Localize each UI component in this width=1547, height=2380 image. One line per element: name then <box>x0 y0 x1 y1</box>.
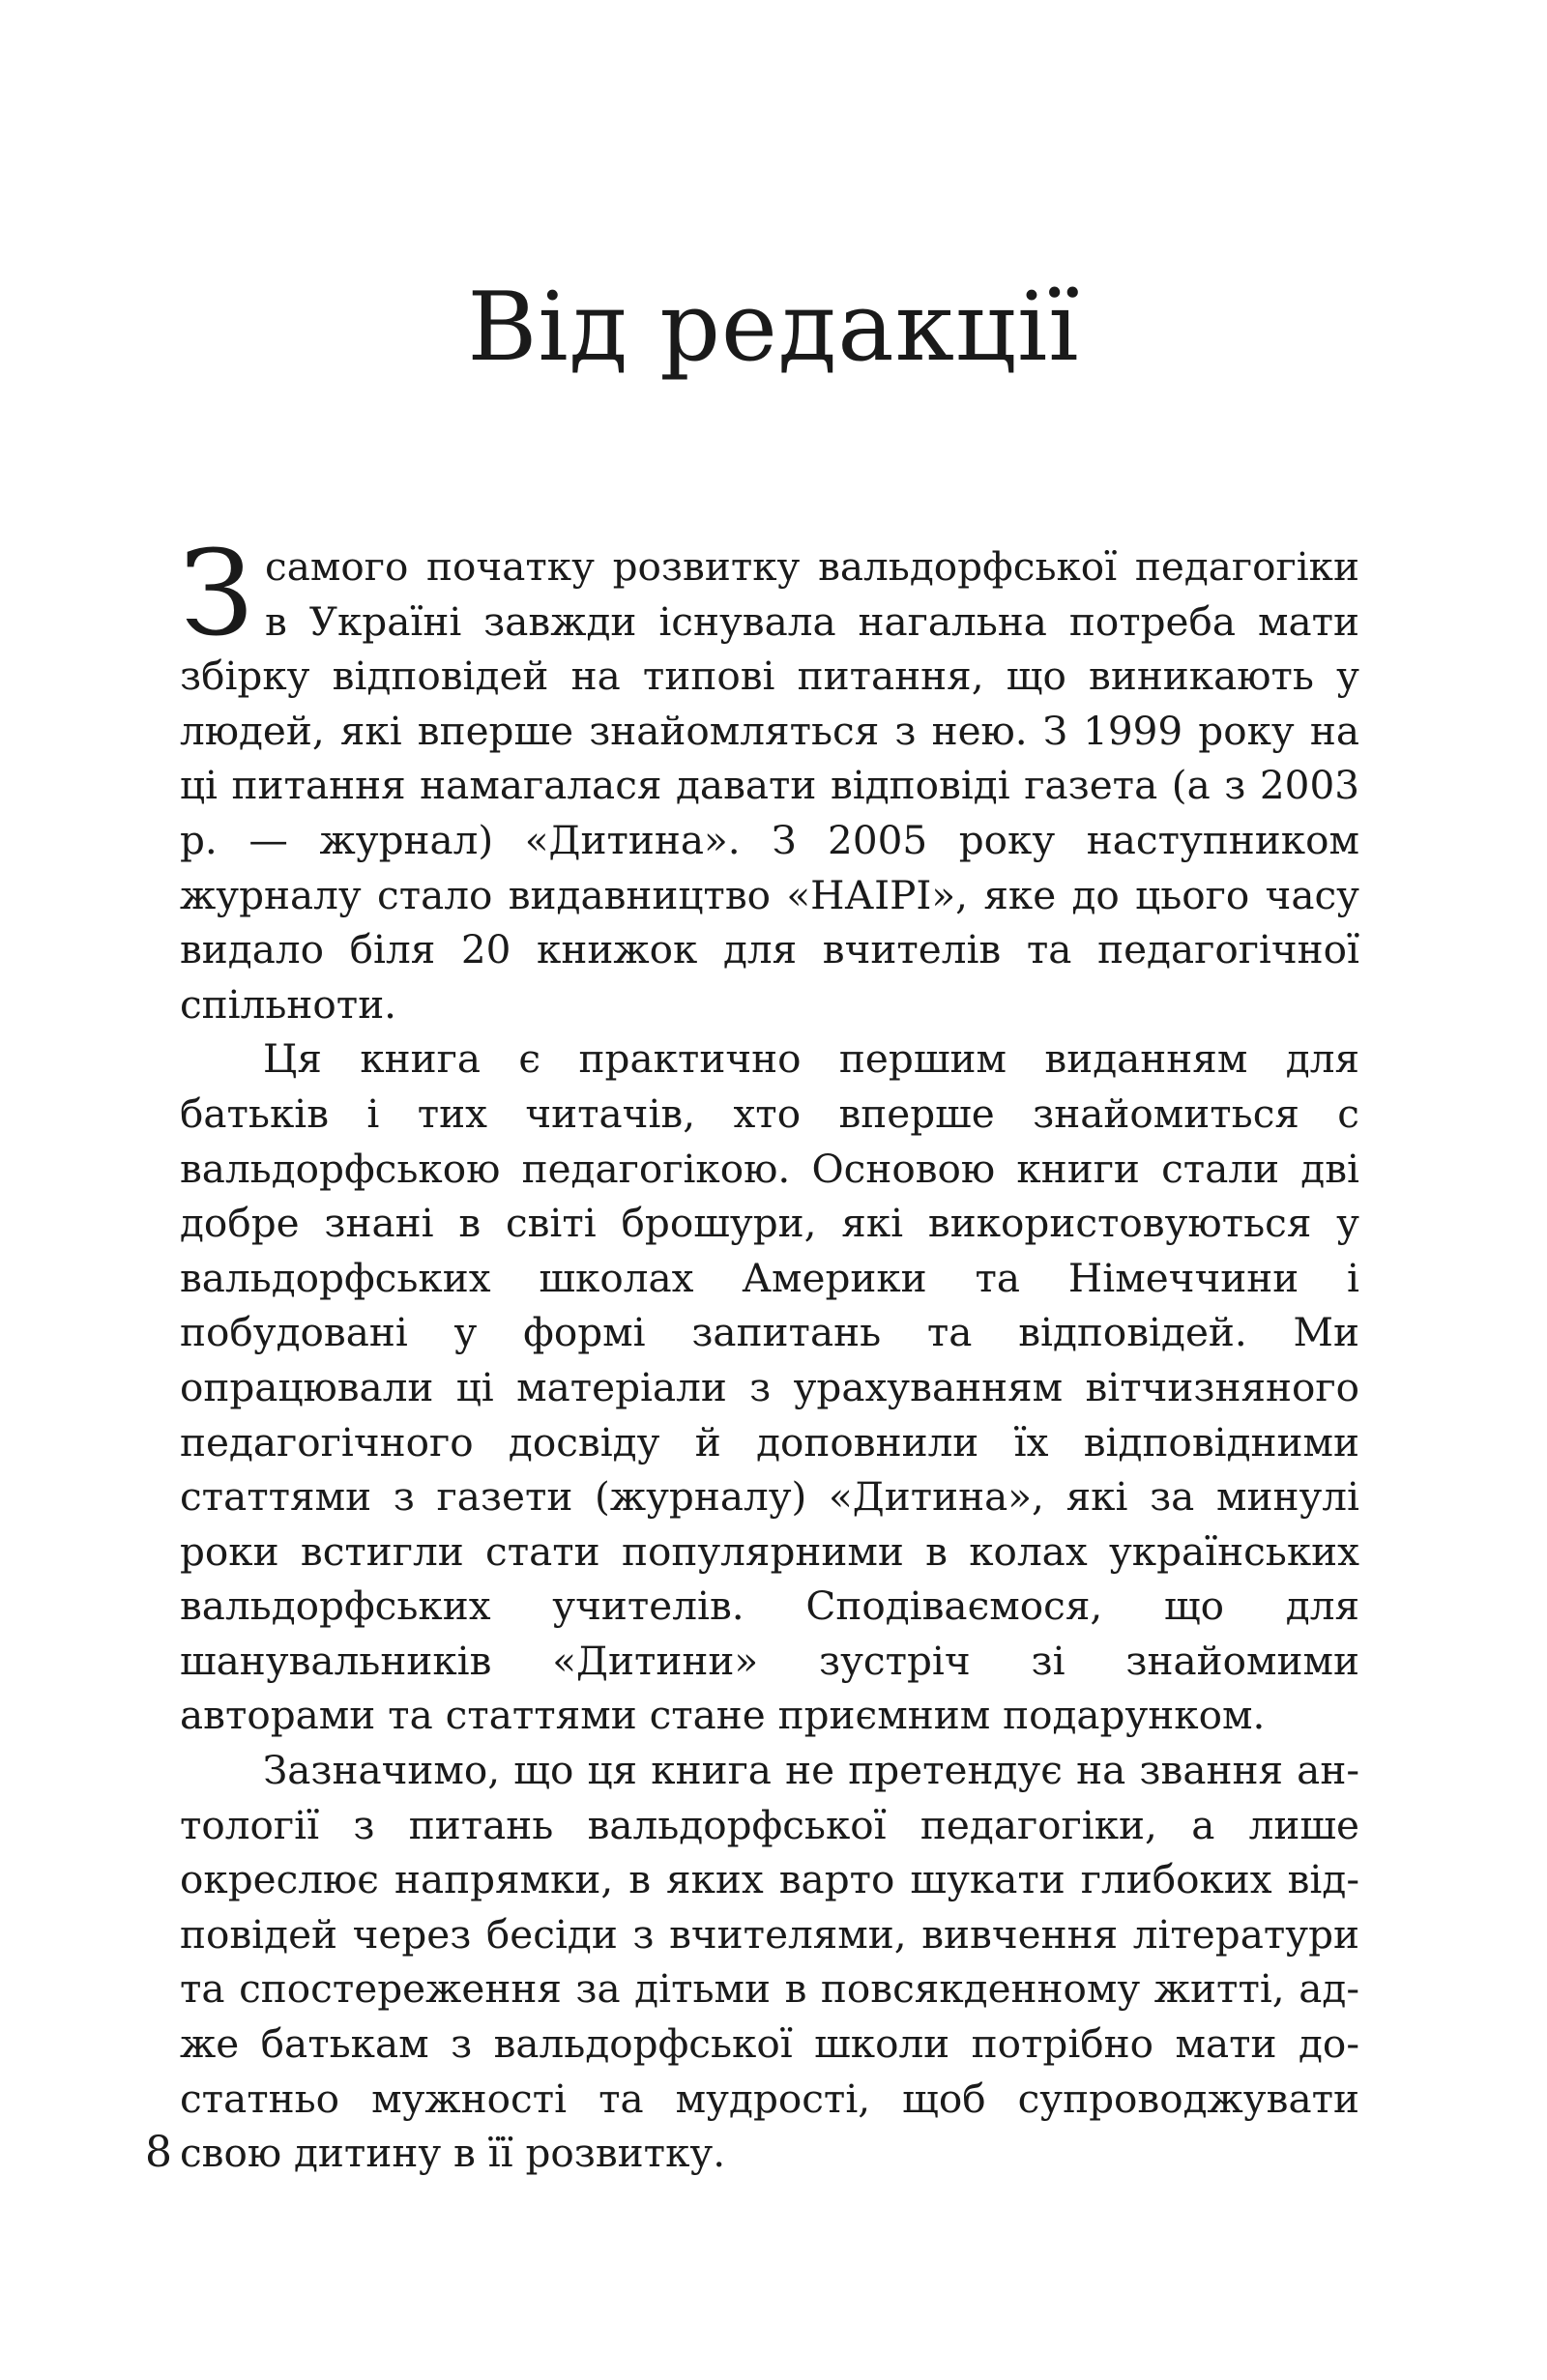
paragraph-3: Зазначимо, що ця книга не претендує на звання антології з питань вальдорфської педагогіки, а лише окреслює напрямки, в яких варто шукати глибоких відповідей через бесіди з вчителями, вивчення літератури та спостереження за дітьми в повсякденному житті, адже батькам з вальдорфської школи потрібно мати достатньо мужності та мудрості, щоб супроводжувати свою дитину в її розвитку. <box>180 1747 1359 2177</box>
paragraph-2: Ця книга є практично першим виданням для батьків і тих читачів, хто вперше знайомиться с вальдорфською педагогікою. Основою книги стали дві добре знані в світі брошури, які використовуються у вальдорфських школах Америки та Німеччини і побудовані у формі запитань та відповідей. Ми опрацювали ці матеріали з урахуванням вітчизняного педагогічного досвіду й доповнили їх відповідними статтями з газети (журналу) «Дитина», які за минулі роки встигли стати популярними в колах українських вальдорфських учителів. Сподіваємося, що для шанувальників «Дитини» зустріч зі знайомими авторами та статтями стане приємним подарунком. <box>180 1035 1359 1739</box>
paragraph-1 <box>180 525 1359 1031</box>
body-text <box>180 525 1359 2181</box>
page-number: 8 <box>145 2128 172 2177</box>
paragraph-1-text: самого початку розвитку вальдорфської педагогіки в Україні завжди існувала нагальна потреба мати збірку відповідей на типові питання, що виникають у людей, які вперше знайомляться з нею. З 1999 року на ці питання намагалася давати відповіді газета (а з 2003 р. — журнал) «Дитина». З 2005 року наступником журналу стало видавництво «НАІРІ», яке до цього часу видало біля 20 книжок для вчителів та педагогічної спільноти. <box>180 543 1359 1028</box>
page-title: Від редакції <box>467 273 1080 383</box>
drop-cap: З <box>180 525 254 662</box>
